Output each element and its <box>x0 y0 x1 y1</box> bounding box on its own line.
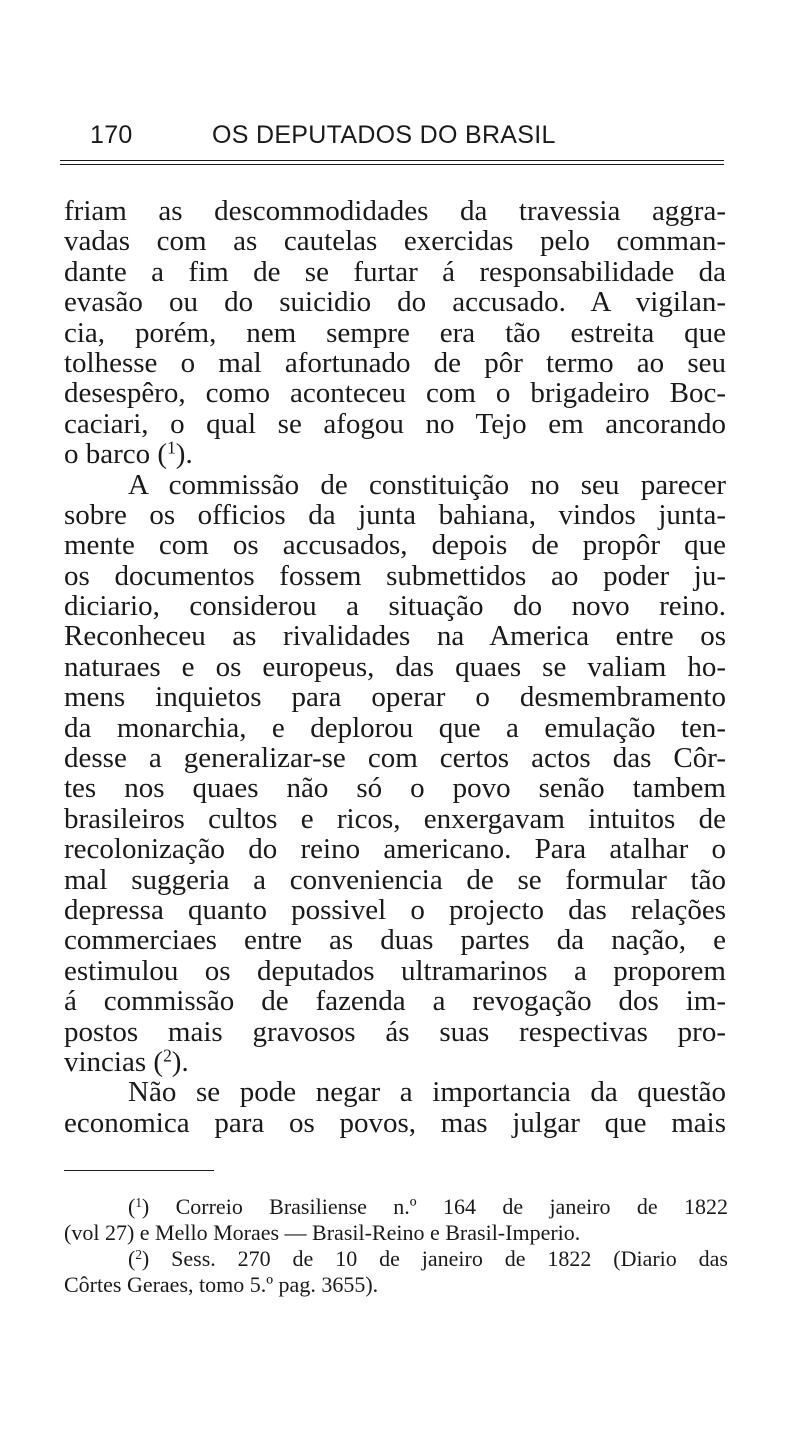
text-line: á commissão de fazenda a revogação dos im- <box>64 985 726 1018</box>
text-line: postos mais gravosos ás suas respectivas pro- <box>64 1015 726 1048</box>
text-line: mal suggeria a conveniencia de se formular tão <box>64 863 726 896</box>
text-line: vincias <box>64 1045 147 1078</box>
footnote-marker-1: 1 <box>135 1194 142 1210</box>
text-line: brasileiros cultos e ricos, enxergavam intuitos de <box>64 802 726 835</box>
footnote-ref-1: 1 <box>167 437 176 458</box>
text-line: desespêro, como aconteceu com o brigadeiro Boc- <box>64 377 726 410</box>
text-line: vadas com as cautelas exercidas pelo comman- <box>64 225 726 258</box>
running-title: OS DEPUTADOS DO BRASIL <box>212 121 556 149</box>
footnote-ref-2: 2 <box>163 1045 172 1066</box>
text-line: Não se pode negar a importancia da questão <box>128 1076 726 1109</box>
footnote-separator <box>64 1170 214 1171</box>
text-line: commerciaes entre as duas partes da nação, e <box>64 924 726 957</box>
text-line: diciario, considerou a situação do novo reino. <box>64 590 726 623</box>
text-line: os documentos fossem submettidos ao poder ju- <box>64 559 726 592</box>
paragraph-end-line: o barco ($^1$). <box>64 437 193 471</box>
text-line: economica para os povos, mas julgar que mais <box>64 1106 726 1139</box>
footnote-2: ($^2$) Sess. 270 de 10 de janeiro de 1822 (Diario das <box>128 1246 728 1271</box>
page-number: 170 <box>90 121 133 149</box>
body-text <box>64 196 726 1138</box>
text-line: Reconheceu as rivalidades na America entre os <box>64 620 726 653</box>
text-line: tes nos quaes não só o povo senão tambem <box>64 772 726 805</box>
text-line: da monarchia, e deplorou que a emulação ten- <box>64 711 726 744</box>
text-line: tolhesse o mal afortunado de pôr termo ao seu <box>64 346 726 379</box>
footnote-text: (vol 27) e Mello Moraes — Brasil-Reino e Brasil-Imperio. <box>64 1220 581 1245</box>
text-line: mente com os accusados, depois de propôr que <box>64 529 726 562</box>
footnote-marker-2: 2 <box>135 1246 142 1262</box>
footnotes <box>64 1194 728 1298</box>
text-line: o barco <box>64 438 151 471</box>
text-line: cia, porém, nem sempre era tão estreita que <box>64 316 726 349</box>
text-line: friam as descommodidades da travessia aggra- <box>64 195 726 227</box>
text-line: naturaes e os europeus, das quaes se valiam ho- <box>64 650 726 683</box>
text-line: depressa quanto possivel o projecto das relações <box>64 893 726 926</box>
text-line: mens inquietos para operar o desmembramento <box>64 681 726 714</box>
text-line: desse a generalizar-se com certos actos das Côr- <box>64 742 726 775</box>
text-line: caciari, o qual se afogou no Tejo em ancorando <box>64 407 726 440</box>
footnote-text: Sess. 270 de 10 de janeiro de 1822 (Diario das <box>171 1246 728 1271</box>
footnote-text: Côrtes Geraes, tomo 5.º pag. 3655). <box>64 1272 379 1297</box>
text-line: sobre os officios da junta bahiana, vindos junta- <box>64 498 726 531</box>
header-rule-bottom <box>60 164 724 165</box>
text-line: evasão ou do suicidio do accusado. A vigilan- <box>64 286 726 319</box>
text-line: estimulou os deputados ultramarinos a proporem <box>64 954 726 987</box>
header-rule-top <box>60 160 724 161</box>
footnote-text: Correio Brasiliense n.º 164 de janeiro de 1822 <box>175 1194 728 1219</box>
paragraph-end-line: vincias ($^2$). <box>64 1045 189 1078</box>
text-line: recolonização do reino americano. Para atalhar o <box>64 833 726 866</box>
text-line: dante a fim de se furtar á responsabilidade da <box>64 255 726 288</box>
text-line: A commissão de constituição no seu parecer <box>128 468 726 501</box>
footnote-1: ($^1$) Correio Brasiliense n.º 164 de janeiro de 1822 <box>128 1194 728 1219</box>
